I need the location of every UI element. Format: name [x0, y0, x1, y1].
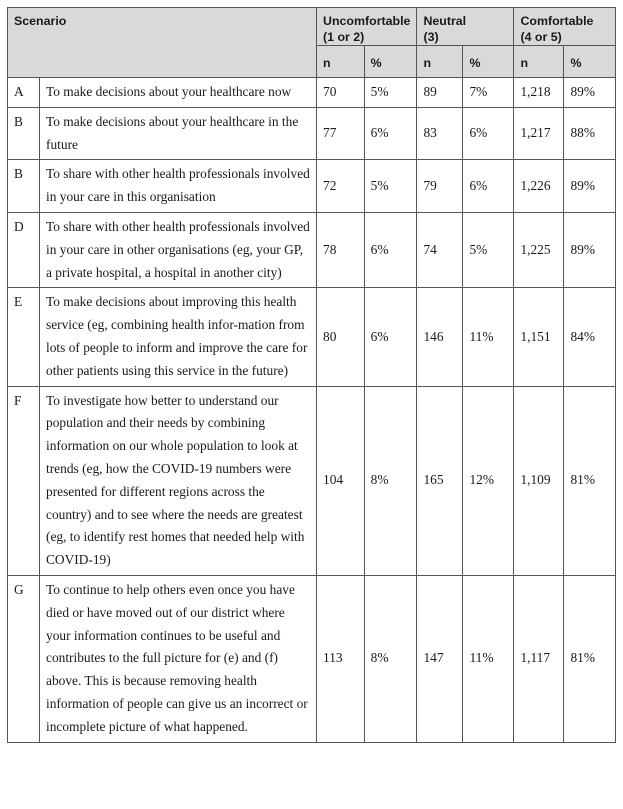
neutral-pct: 7% — [463, 78, 514, 108]
row-id: A — [8, 78, 40, 108]
survey-table — [7, 7, 616, 743]
scenario-text: To share with other health professionals involved in your care in other organisations (eg, your GP, a private hospital, a hospital in another city) — [40, 212, 317, 287]
neutral-pct: 6% — [463, 160, 514, 213]
comfortable-pct: 89% — [564, 78, 616, 108]
comfortable-n: 1,217 — [514, 107, 564, 160]
uncomfortable-pct: 6% — [364, 212, 417, 287]
uncomfortable-n: 72 — [317, 160, 365, 213]
scenario-text: To investigate how better to understand our population and their needs by combining information on our whole population to look at trends (eg, how the COVID-19 numbers were presented for different regions across the country) and to see where the needs are greatest (eg, to identify rest homes that needed help with COVID-19) — [40, 386, 317, 575]
neutral-pct: 6% — [463, 107, 514, 160]
header-row — [8, 8, 616, 46]
subheader-pct: % — [463, 46, 514, 78]
comfortable-n: 1,151 — [514, 288, 564, 386]
uncomfortable-pct: 5% — [364, 160, 417, 213]
scenario-header: Scenario — [8, 8, 317, 78]
table-row — [8, 107, 616, 160]
uncomfortable-pct: 5% — [364, 78, 417, 108]
subheader-n: n — [317, 46, 365, 78]
subheader-n: n — [514, 46, 564, 78]
scenario-text: To make decisions about your healthcare now — [40, 78, 317, 108]
comfortable-n: 1,225 — [514, 212, 564, 287]
uncomfortable-pct: 6% — [364, 288, 417, 386]
neutral-pct: 12% — [463, 386, 514, 575]
table-row — [8, 386, 616, 575]
group-header-neutral: Neutral (3) — [417, 8, 514, 46]
table-row — [8, 212, 616, 287]
neutral-n: 146 — [417, 288, 463, 386]
neutral-n: 83 — [417, 107, 463, 160]
table-row — [8, 575, 616, 742]
neutral-n: 165 — [417, 386, 463, 575]
comfortable-pct: 81% — [564, 575, 616, 742]
table-row — [8, 288, 616, 386]
neutral-n: 74 — [417, 212, 463, 287]
row-id: B — [8, 160, 40, 213]
neutral-pct: 5% — [463, 212, 514, 287]
scenario-text: To continue to help others even once you have died or have moved out of our district where your information continues to be useful and contributes to the full picture for (e) and (f) above. This is because removing health information of people can give us an incorrect or incomplete picture of what happened. — [40, 575, 317, 742]
row-id: D — [8, 212, 40, 287]
row-id: B — [8, 107, 40, 160]
comfortable-n: 1,109 — [514, 386, 564, 575]
neutral-n: 89 — [417, 78, 463, 108]
comfortable-n: 1,117 — [514, 575, 564, 742]
subheader-pct: % — [364, 46, 417, 78]
uncomfortable-n: 77 — [317, 107, 365, 160]
row-id: E — [8, 288, 40, 386]
neutral-n: 147 — [417, 575, 463, 742]
comfortable-pct: 81% — [564, 386, 616, 575]
uncomfortable-pct: 6% — [364, 107, 417, 160]
uncomfortable-n: 104 — [317, 386, 365, 575]
comfortable-n: 1,218 — [514, 78, 564, 108]
comfortable-pct: 84% — [564, 288, 616, 386]
uncomfortable-n: 70 — [317, 78, 365, 108]
uncomfortable-n: 78 — [317, 212, 365, 287]
group-header-comfortable: Comfortable (4 or 5) — [514, 8, 616, 46]
scenario-text: To make decisions about improving this health service (eg, combining health infor-mation from lots of people to inform and improve the care for other patients using this service in the future) — [40, 288, 317, 386]
neutral-pct: 11% — [463, 575, 514, 742]
comfortable-pct: 89% — [564, 160, 616, 213]
subheader-pct: % — [564, 46, 616, 78]
uncomfortable-n: 113 — [317, 575, 365, 742]
table-row — [8, 78, 616, 108]
row-id: F — [8, 386, 40, 575]
uncomfortable-pct: 8% — [364, 386, 417, 575]
comfortable-pct: 88% — [564, 107, 616, 160]
neutral-n: 79 — [417, 160, 463, 213]
neutral-pct: 11% — [463, 288, 514, 386]
scenario-text: To make decisions about your healthcare in the future — [40, 107, 317, 160]
table-row — [8, 160, 616, 213]
row-id: G — [8, 575, 40, 742]
comfortable-n: 1,226 — [514, 160, 564, 213]
subheader-n: n — [417, 46, 463, 78]
scenario-text: To share with other health professionals involved in your care in this organisation — [40, 160, 317, 213]
uncomfortable-n: 80 — [317, 288, 365, 386]
group-header-uncomfortable: Uncomfortable (1 or 2) — [317, 8, 417, 46]
uncomfortable-pct: 8% — [364, 575, 417, 742]
comfortable-pct: 89% — [564, 212, 616, 287]
